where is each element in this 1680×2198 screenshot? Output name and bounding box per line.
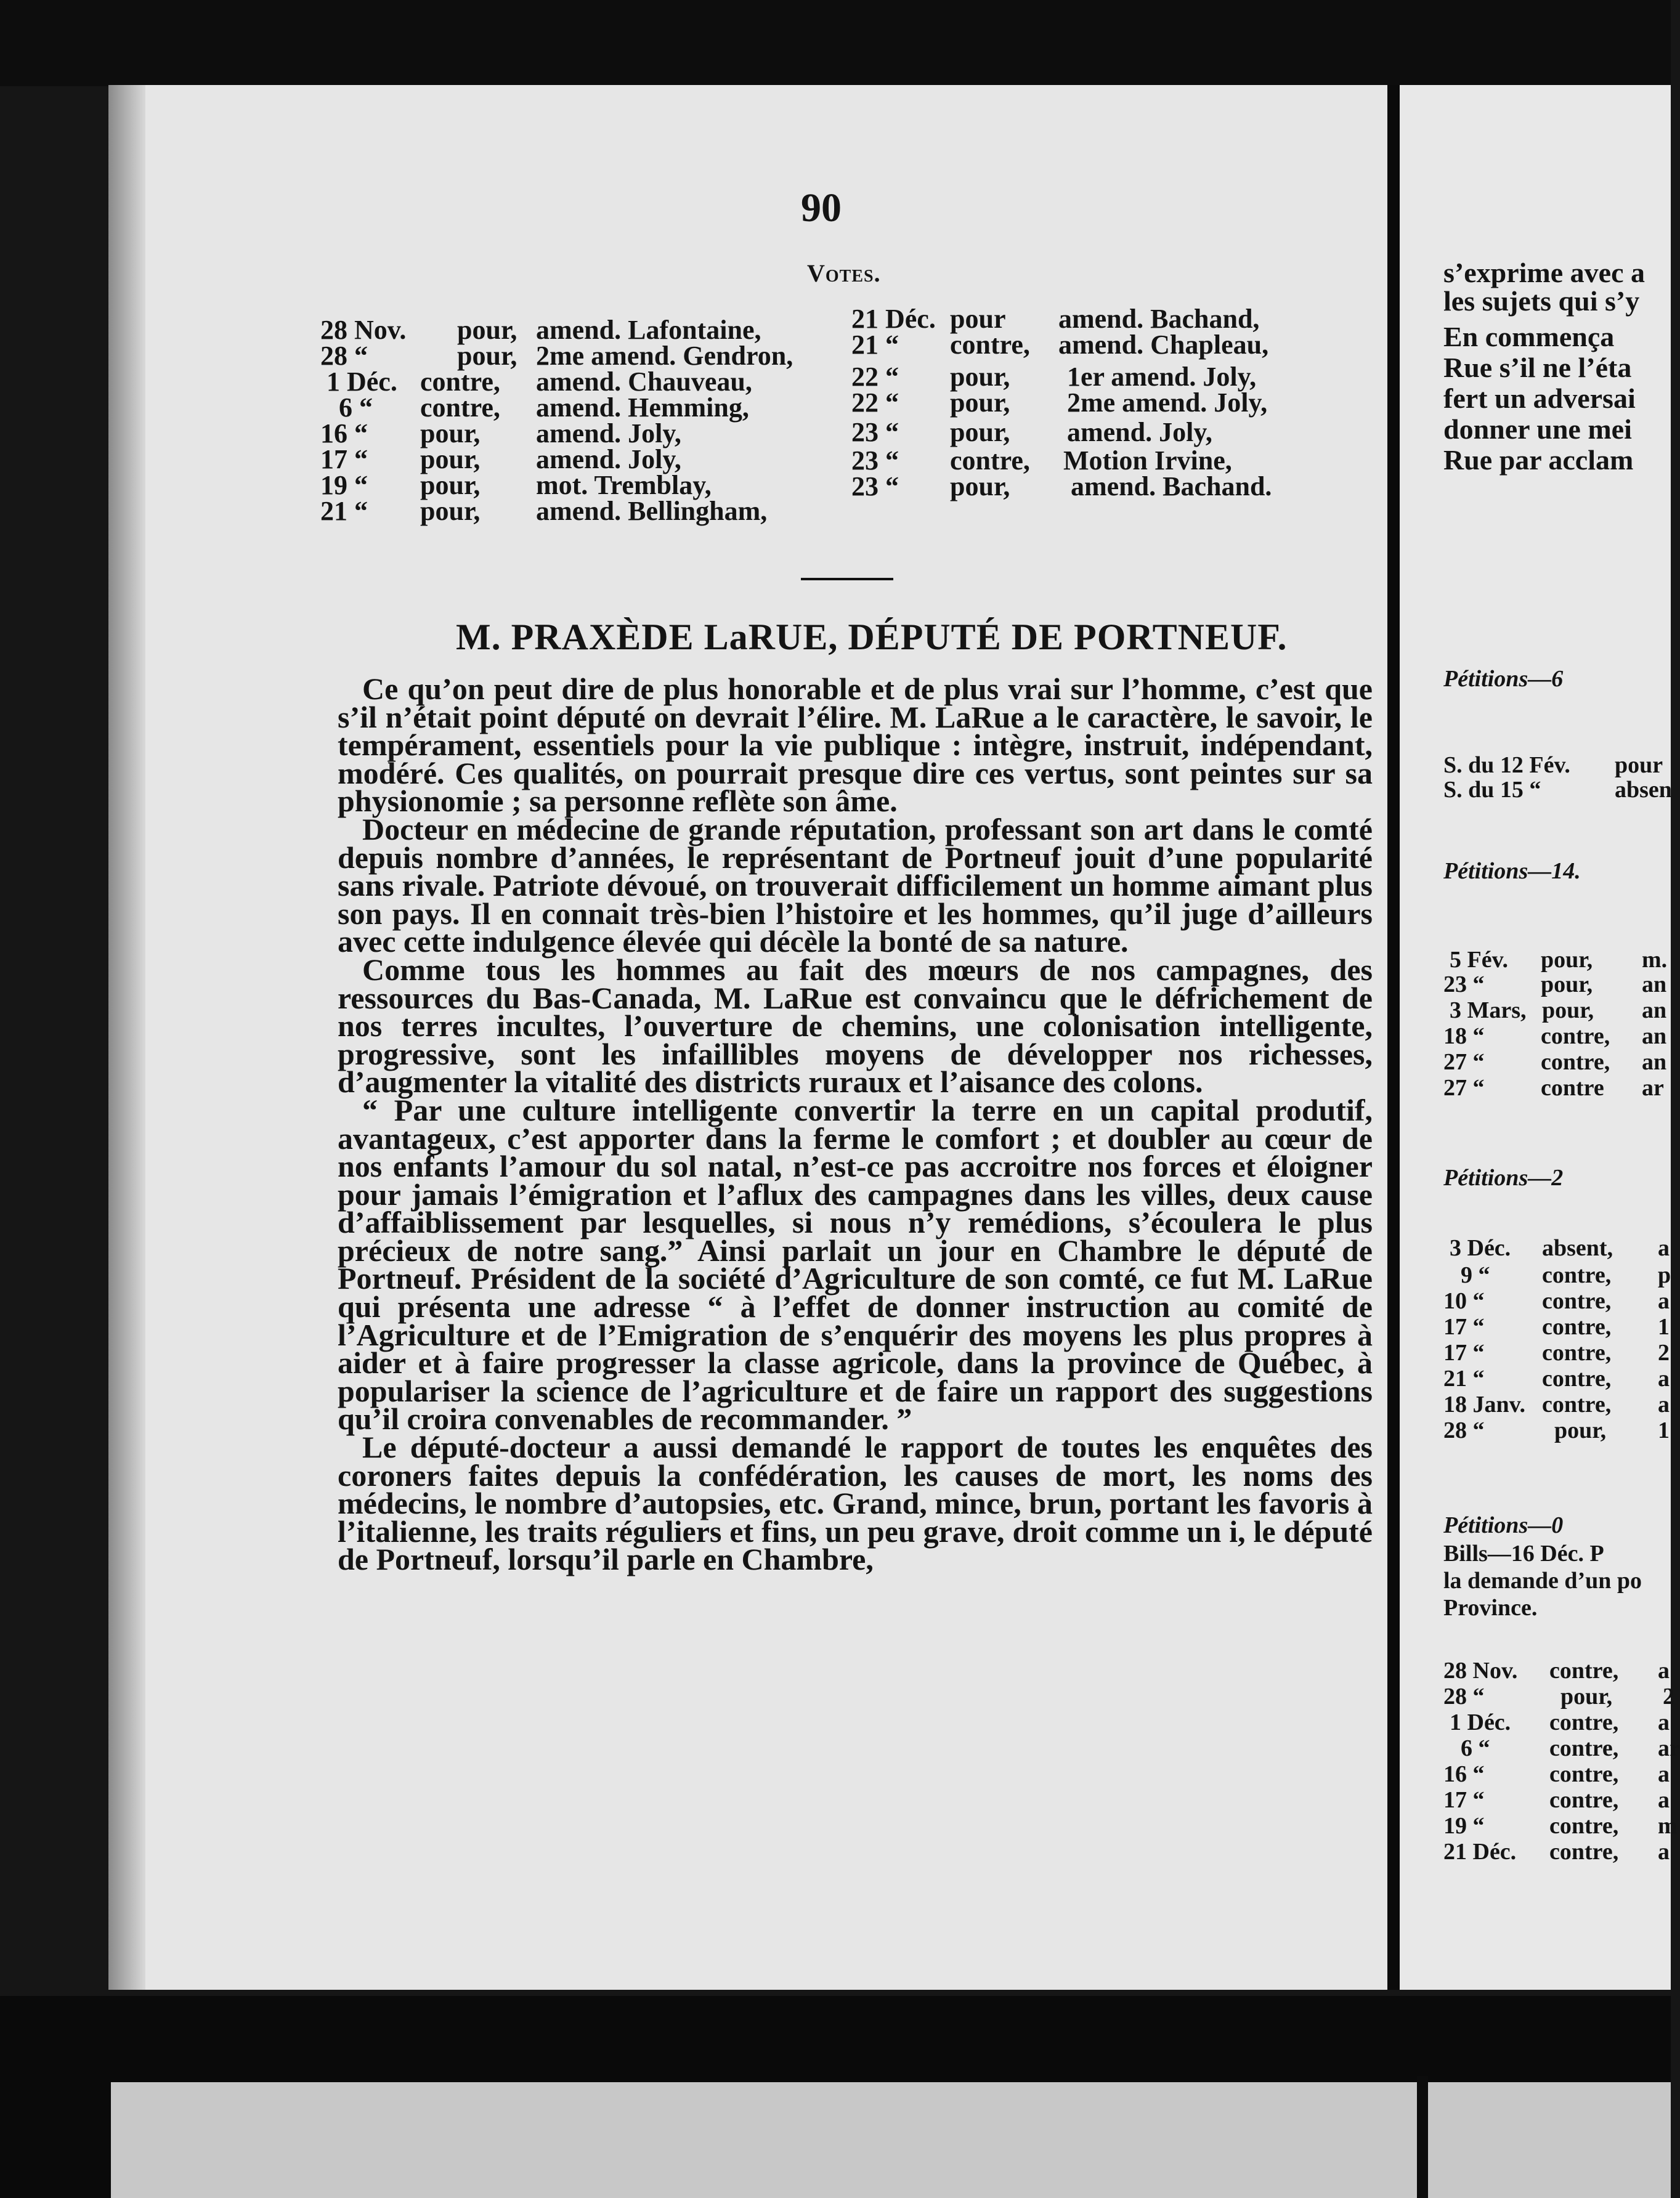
vote-motion: amend. Joly, bbox=[536, 418, 681, 448]
right-text-line: Rue par acclam bbox=[1443, 444, 1634, 476]
vote-choice: pour, bbox=[950, 471, 1010, 501]
petitions-heading: Pétitions—14. bbox=[1443, 858, 1581, 884]
vote-choice: pour, bbox=[420, 418, 481, 448]
vote-date: 9 “ bbox=[1461, 1262, 1490, 1288]
bills-line: Bills—16 Déc. P bbox=[1443, 1541, 1604, 1567]
vote-date: 27 “ bbox=[1443, 1075, 1485, 1101]
vote-choice: contre, bbox=[1542, 1340, 1612, 1366]
vote-choice: pour, bbox=[1554, 1417, 1607, 1443]
vote-date: 23 “ bbox=[851, 471, 899, 501]
vote-date: 17 “ bbox=[320, 444, 368, 474]
vote-motion: 1 bbox=[1658, 1417, 1670, 1443]
vote-motion: p bbox=[1658, 1262, 1671, 1288]
vote-motion: a bbox=[1658, 1658, 1670, 1684]
vote-date: 16 “ bbox=[1443, 1761, 1485, 1787]
vote-motion: Motion Irvine, bbox=[1063, 445, 1232, 476]
vote-date: 22 “ bbox=[851, 387, 899, 418]
vote-motion: m. bbox=[1642, 947, 1668, 973]
vote-motion: a bbox=[1658, 1787, 1670, 1813]
vote-motion: amend. Chapleau, bbox=[1058, 330, 1269, 360]
vote-choice: contre, bbox=[1549, 1658, 1619, 1684]
vote-choice: pour, bbox=[1541, 971, 1593, 997]
vote-motion: amend. Joly, bbox=[1067, 417, 1212, 447]
vote-choice: contre, bbox=[1549, 1787, 1619, 1813]
vote-date: 21 Déc. bbox=[1443, 1839, 1517, 1865]
vote-motion: 2me amend. Joly, bbox=[1067, 387, 1268, 418]
vote-choice: contre, bbox=[1542, 1314, 1612, 1340]
vote-date: 3 Déc. bbox=[1450, 1235, 1511, 1261]
vote-motion: m bbox=[1658, 1813, 1678, 1839]
vote-motion: ar bbox=[1642, 1075, 1664, 1101]
vote-date: 19 “ bbox=[1443, 1813, 1485, 1839]
vote-date: S. du 12 Fév. bbox=[1443, 752, 1570, 778]
right-text-line: les sujets qui s’y bbox=[1443, 285, 1640, 317]
vote-date: 28 “ bbox=[1443, 1417, 1485, 1443]
vote-motion: 2me amend. Gendron, bbox=[536, 341, 793, 371]
vote-choice: contre, bbox=[420, 392, 500, 423]
vote-motion: an bbox=[1642, 997, 1667, 1023]
vote-motion: amend. Bachand, bbox=[1058, 304, 1260, 334]
vote-date: 6 “ bbox=[1461, 1735, 1490, 1761]
vote-choice: contre, bbox=[1542, 1392, 1612, 1417]
vote-date: 28 “ bbox=[320, 341, 368, 371]
vote-motion: amend. Bellingham, bbox=[536, 496, 768, 526]
vote-motion: a bbox=[1658, 1709, 1670, 1735]
vote-choice: contre, bbox=[1549, 1839, 1619, 1865]
vote-date: S. du 15 “ bbox=[1443, 777, 1541, 803]
vote-motion: a bbox=[1658, 1839, 1670, 1865]
vote-motion: an bbox=[1642, 971, 1667, 997]
vote-date: 28 Nov. bbox=[320, 315, 407, 345]
vote-choice: contre, bbox=[1541, 1049, 1610, 1075]
vote-motion: amend. Lafontaine, bbox=[536, 315, 761, 345]
vote-date: 5 Fév. bbox=[1450, 947, 1508, 973]
vote-choice: contre, bbox=[950, 445, 1030, 476]
right-text-line: fert un adversai bbox=[1443, 383, 1636, 414]
article-body bbox=[338, 671, 1373, 1577]
vote-choice: pour, bbox=[1542, 997, 1594, 1023]
vote-choice: pour, bbox=[457, 341, 517, 371]
column-rule bbox=[1387, 85, 1400, 1990]
vote-choice: contre, bbox=[420, 367, 500, 397]
vote-date: 21 “ bbox=[320, 496, 368, 526]
vote-motion: an bbox=[1642, 1049, 1667, 1075]
vote-date: 22 “ bbox=[851, 362, 899, 392]
vote-choice: pour bbox=[1615, 752, 1663, 778]
vote-date: 21 “ bbox=[1443, 1366, 1485, 1392]
page-number: 90 bbox=[801, 185, 842, 230]
vote-motion: a bbox=[1658, 1392, 1670, 1417]
petitions-heading: Pétitions—0 bbox=[1443, 1512, 1564, 1538]
vote-motion: a bbox=[1658, 1366, 1670, 1392]
vote-choice: pour, bbox=[1541, 947, 1593, 973]
vote-choice: absent, bbox=[1542, 1235, 1613, 1261]
vote-date: 16 “ bbox=[320, 418, 368, 448]
right-text-line: s’exprime avec a bbox=[1443, 257, 1645, 288]
vote-motion: amend. Chauveau, bbox=[536, 367, 752, 397]
article-title: M. PRAXÈDE LaRUE, DÉPUTÉ DE PORTNEUF. bbox=[456, 617, 1288, 657]
paragraph: Docteur en médecine de grande réputation, professant son art dans le comté depuis nombre d’années, le représentant de Portneuf jouit d’une popularité sans rivale. Patriote dévoué, on trouverait difficilement un homme aimant plus son pays. Il en connait très-bien l’histoire et les hommes, qu’il juge d’ailleurs avec cette indulgence élevée qui décèle la bonté de sa nature. bbox=[338, 811, 1373, 959]
vote-date: 27 “ bbox=[1443, 1049, 1485, 1075]
vote-date: 18 Janv. bbox=[1443, 1392, 1526, 1417]
vote-choice: pour, bbox=[950, 417, 1010, 447]
section-rule bbox=[801, 578, 893, 580]
vote-motion: a bbox=[1658, 1761, 1670, 1787]
vote-motion: ar bbox=[1658, 1735, 1680, 1761]
vote-date: 21 Déc. bbox=[851, 304, 936, 334]
vote-date: 17 “ bbox=[1443, 1314, 1485, 1340]
vote-choice: pour, bbox=[420, 470, 481, 500]
vote-choice: contre, bbox=[1541, 1023, 1610, 1049]
vote-motion: 2 bbox=[1663, 1684, 1674, 1709]
film-border-top bbox=[0, 0, 1671, 86]
bills-line: Province. bbox=[1443, 1595, 1538, 1621]
vote-choice: pour, bbox=[420, 496, 481, 526]
vote-choice: contre, bbox=[1549, 1709, 1619, 1735]
vote-motion: amend. Bachand. bbox=[1071, 471, 1272, 501]
vote-motion: mot. Tremblay, bbox=[536, 470, 712, 500]
vote-choice: contre, bbox=[1542, 1366, 1612, 1392]
vote-choice: pour, bbox=[1560, 1684, 1613, 1709]
vote-date: 17 “ bbox=[1443, 1787, 1485, 1813]
vote-choice: pour bbox=[950, 304, 1006, 334]
vote-motion: 1er amend. Joly, bbox=[1067, 362, 1257, 392]
vote-date: 3 Mars, bbox=[1450, 997, 1527, 1023]
vote-choice: pour, bbox=[950, 362, 1010, 392]
vote-date: 23 “ bbox=[851, 417, 899, 447]
vote-date: 17 “ bbox=[1443, 1340, 1485, 1366]
right-text-line: En commença bbox=[1443, 321, 1615, 352]
vote-date: 1 Déc. bbox=[327, 367, 397, 397]
vote-choice: contre, bbox=[1542, 1288, 1612, 1314]
next-frame-column-rule bbox=[1417, 2076, 1428, 2198]
petitions-heading: Pétitions—6 bbox=[1443, 666, 1564, 692]
vote-date: 18 “ bbox=[1443, 1023, 1485, 1049]
vote-date: 6 “ bbox=[339, 392, 373, 423]
vote-choice: contre, bbox=[1549, 1761, 1619, 1787]
vote-choice: absen bbox=[1615, 777, 1672, 803]
votes-title: Votes. bbox=[807, 259, 881, 287]
right-text-line: donner une mei bbox=[1443, 413, 1632, 445]
vote-motion: 1 bbox=[1658, 1314, 1670, 1340]
paragraph: “ Par une culture intelligente convertir la terre en un capital produtif, avantageux, c’est apporter dans la ferme le comfort ; et doubler au cœur de nos enfants l’amour du sol natal, n’est-ce pas accroitre nos forces et éloigner pour jamais l’émigration et l’aflux des campagnes dans les villes, deux cause d’affaiblissement par lesquelles, si nous n’y remédions, s’écoulera le plus précieux de notre sang.” Ainsi parlait un jour en Chambre le député de Portneuf. Président de la société d’Agriculture de son comté, ce fut M. LaRue qui présenta une adresse “ à l’effet de donner instruction au comité de l’Agriculture et de l’Emigration de s’enquérir des moyens les plus propres à aider et à faire progresser la classe agricole, dans la province de Québec, à populariser la science de l’agriculture et de faire un rapport des suggestions qu’il croira convenables de recommander. ” bbox=[338, 1092, 1373, 1437]
vote-motion: amend. Hemming, bbox=[536, 392, 749, 423]
vote-choice: pour, bbox=[950, 387, 1010, 418]
petitions-heading: Pétitions—2 bbox=[1443, 1165, 1564, 1191]
paragraph: Comme tous les hommes au fait des mœurs de nos campagnes, des ressources du Bas-Canada, M. LaRue est convaincu que le défrichement de nos terres incultes, l’ouverture de chemins, une colonisation intelligente, progressive, sont les infaillibles moyens de développer nos richesses, d’augmenter la vitalité des districts ruraux et l’aisance des colons. bbox=[338, 952, 1373, 1100]
vote-date: 1 Déc. bbox=[1450, 1709, 1511, 1735]
vote-date: 23 “ bbox=[1443, 971, 1485, 997]
vote-choice: pour, bbox=[457, 315, 517, 345]
vote-motion: a bbox=[1658, 1235, 1670, 1261]
paragraph: Ce qu’on peut dire de plus honorable et de plus vrai sur l’homme, c’est que s’il n’était point député on devrait l’élire. M. LaRue a le caractère, le savoir, le tempérament, essentiels pour la vie publique : intègre, instruit, indépendant, modéré. Ces qualités, on pourrait presque dire ces vertus, sont peintes sur sa physionomie ; sa personne reflète son âme. bbox=[338, 671, 1373, 819]
vote-motion: amend. Joly, bbox=[536, 444, 681, 474]
vote-choice: contre, bbox=[1542, 1262, 1612, 1288]
vote-choice: pour, bbox=[420, 444, 481, 474]
paragraph: Le député-docteur a aussi demandé le rapport de toutes les enquêtes des coroners faites depuis la confédération, les causes de mort, les noms des médecins, le nombre d’autopsies, etc. Grand, mince, brun, portant les favoris à l’italienne, les traits réguliers et fins, un peu grave, droit comme un i, le député de Portneuf, lorsqu’il parle en Chambre, bbox=[338, 1430, 1373, 1577]
next-frame-strip bbox=[111, 2082, 1671, 2198]
vote-choice: contre, bbox=[1549, 1813, 1619, 1839]
vote-date: 23 “ bbox=[851, 445, 899, 476]
vote-choice: contre, bbox=[950, 330, 1030, 360]
vote-date: 21 “ bbox=[851, 330, 899, 360]
vote-motion: an bbox=[1642, 1023, 1667, 1049]
vote-date: 28 Nov. bbox=[1443, 1658, 1518, 1684]
right-text-line: Rue s’il ne l’éta bbox=[1443, 352, 1632, 383]
vote-motion: a bbox=[1658, 1288, 1670, 1314]
vote-motion: 2 bbox=[1658, 1340, 1670, 1366]
vote-date: 28 “ bbox=[1443, 1684, 1485, 1709]
bills-line: la demande d’un po bbox=[1443, 1568, 1642, 1594]
vote-choice: contre bbox=[1541, 1075, 1604, 1101]
vote-date: 19 “ bbox=[320, 470, 368, 500]
vote-date: 10 “ bbox=[1443, 1288, 1485, 1314]
vote-choice: contre, bbox=[1549, 1735, 1619, 1761]
